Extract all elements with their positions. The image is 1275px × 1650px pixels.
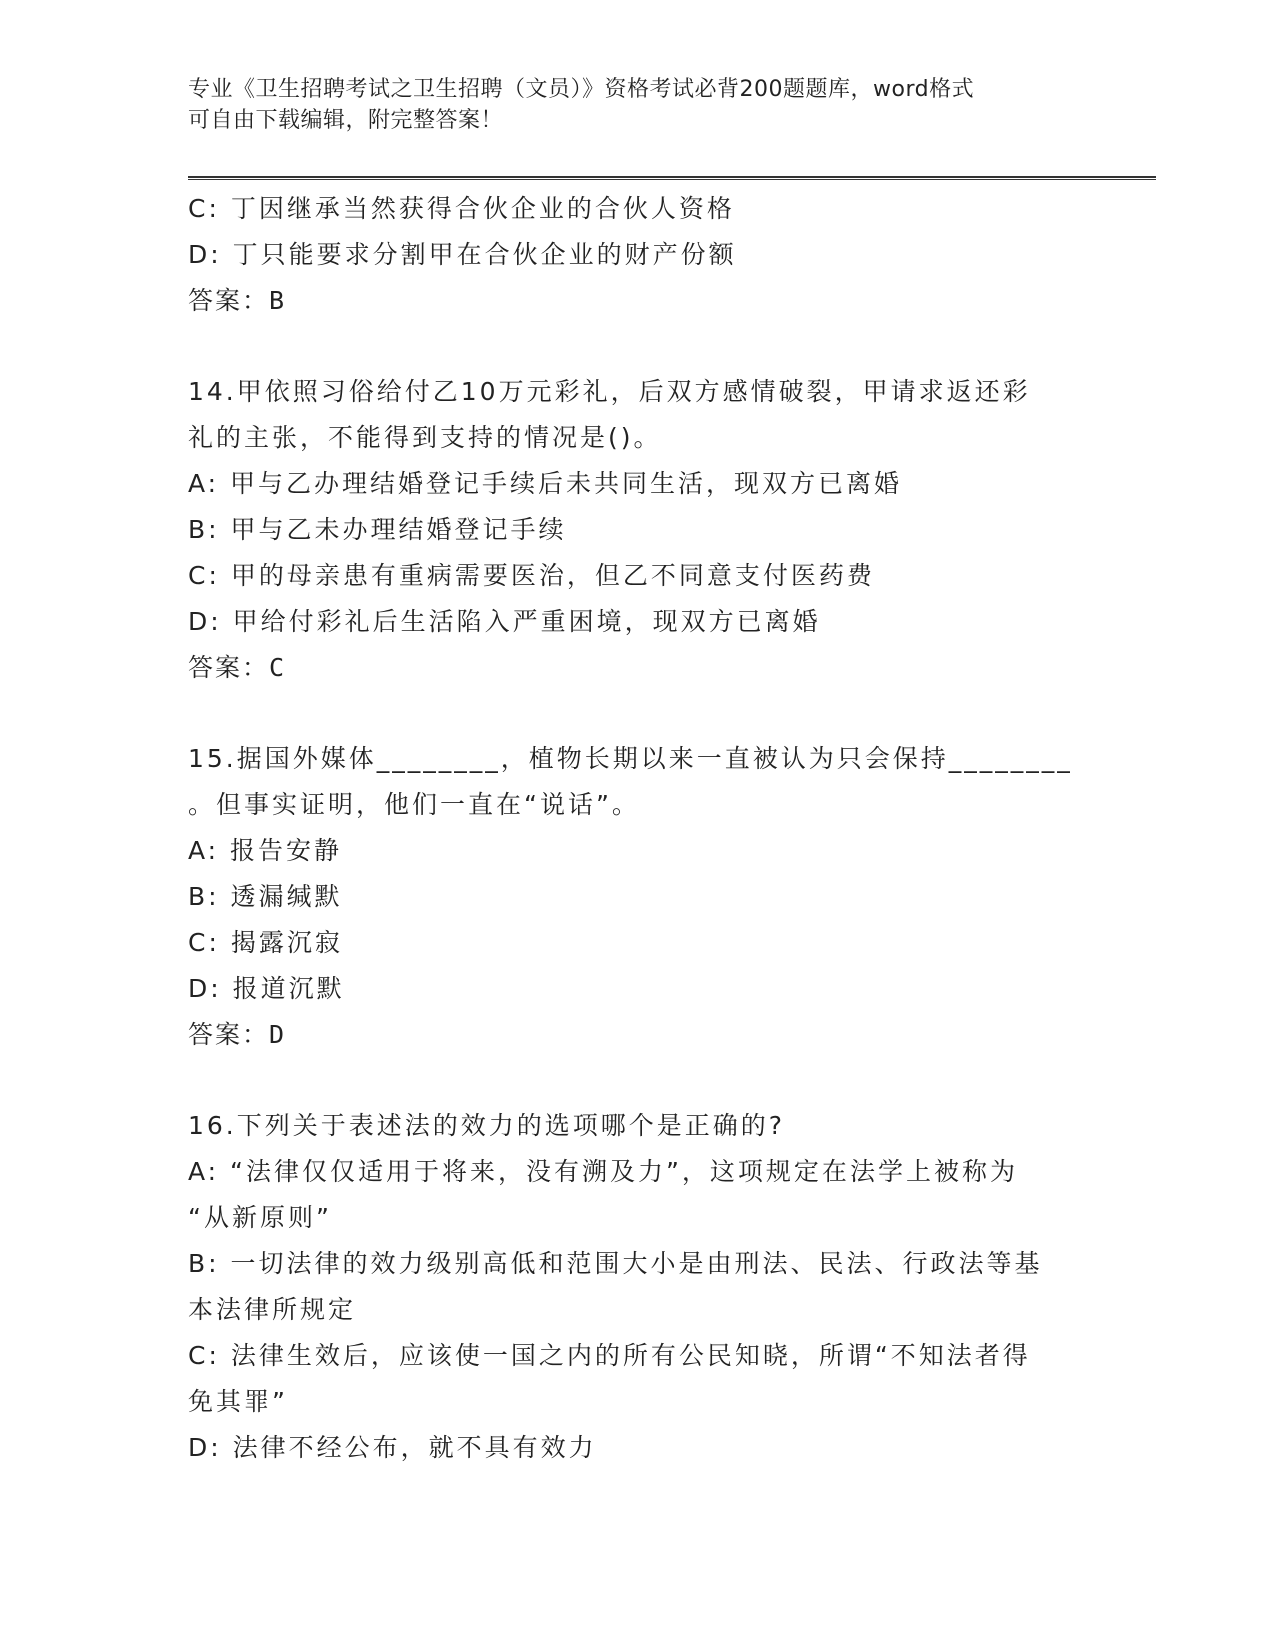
q15-option-c: C: 揭露沉寂 [188,928,343,957]
q16-stem-line-1: 16.下列关于表述法的效力的选项哪个是正确的? [188,1111,786,1140]
q16-option-b-line-2: 本法律所规定 [188,1295,357,1324]
q16-option-c-line-2: 免其罪” [188,1387,288,1416]
question-14 [188,369,1088,691]
q15-option-b: B: 透漏缄默 [188,882,343,911]
q16-option-b-line-1: B: 一切法律的效力级别高低和范围大小是由刑法、民法、行政法等基 [188,1249,1043,1278]
q15-option-a: A: 报告安静 [188,836,343,865]
question-15 [188,736,1088,1058]
q14-option-c: C: 甲的母亲患有重病需要医治，但乙不同意支付医药费 [188,561,875,590]
document-header-note [188,74,1068,136]
q15-stem-line-2: 。但事实证明，他们一直在“说话”。 [188,790,640,819]
q13-answer-value: B [269,286,286,315]
q16-option-c-line-1: C: 法律生效后，应该使一国之内的所有公民知晓，所谓“不知法者得 [188,1341,1031,1370]
header-divider [188,176,1156,180]
q16-option-a-line-1: A: “法律仅仅适用于将来，没有溯及力”，这项规定在法学上被称为 [188,1157,1018,1186]
header-line-2: 可自由下载编辑，附完整答案！ [188,108,504,133]
q14-option-d: D: 甲给付彩礼后生活陷入严重困境，现双方已离婚 [188,607,821,636]
q15-answer [188,1012,1088,1058]
q13-answer-label: 答案： [188,286,270,315]
question-16 [188,1103,1088,1471]
header-line-1: 专业《卫生招聘考试之卫生招聘（文员）》资格考试必背200题题库，word格式 [188,77,975,102]
q16-option-d: D: 法律不经公布，就不具有效力 [188,1433,597,1462]
q15-stem-line-1: 15.据国外媒体________，植物长期以来一直被认为只会保持________ [188,744,1073,773]
q13-option-d: D: 丁只能要求分割甲在合伙企业的财产份额 [188,240,737,269]
q14-answer [188,645,1088,691]
q14-answer-value: C [269,653,286,682]
q15-option-d: D: 报道沉默 [188,974,345,1003]
q13-answer [188,278,1088,324]
q16-option-a-line-2: “从新原则” [188,1203,332,1232]
q15-answer-value: D [269,1020,286,1049]
question-13-tail [188,186,1088,324]
q14-stem-line-2: 礼的主张，不能得到支持的情况是()。 [188,423,662,452]
q15-answer-label: 答案： [188,1020,270,1049]
q13-option-c: C: 丁因继承当然获得合伙企业的合伙人资格 [188,194,735,223]
q14-option-a: A: 甲与乙办理结婚登记手续后未共同生活，现双方已离婚 [188,469,903,498]
question-content [188,186,1088,1471]
q14-option-b: B: 甲与乙未办理结婚登记手续 [188,515,567,544]
q14-answer-label: 答案： [188,653,270,682]
q14-stem-line-1: 14.甲依照习俗给付乙10万元彩礼，后双方感情破裂，甲请求返还彩 [188,377,1031,406]
